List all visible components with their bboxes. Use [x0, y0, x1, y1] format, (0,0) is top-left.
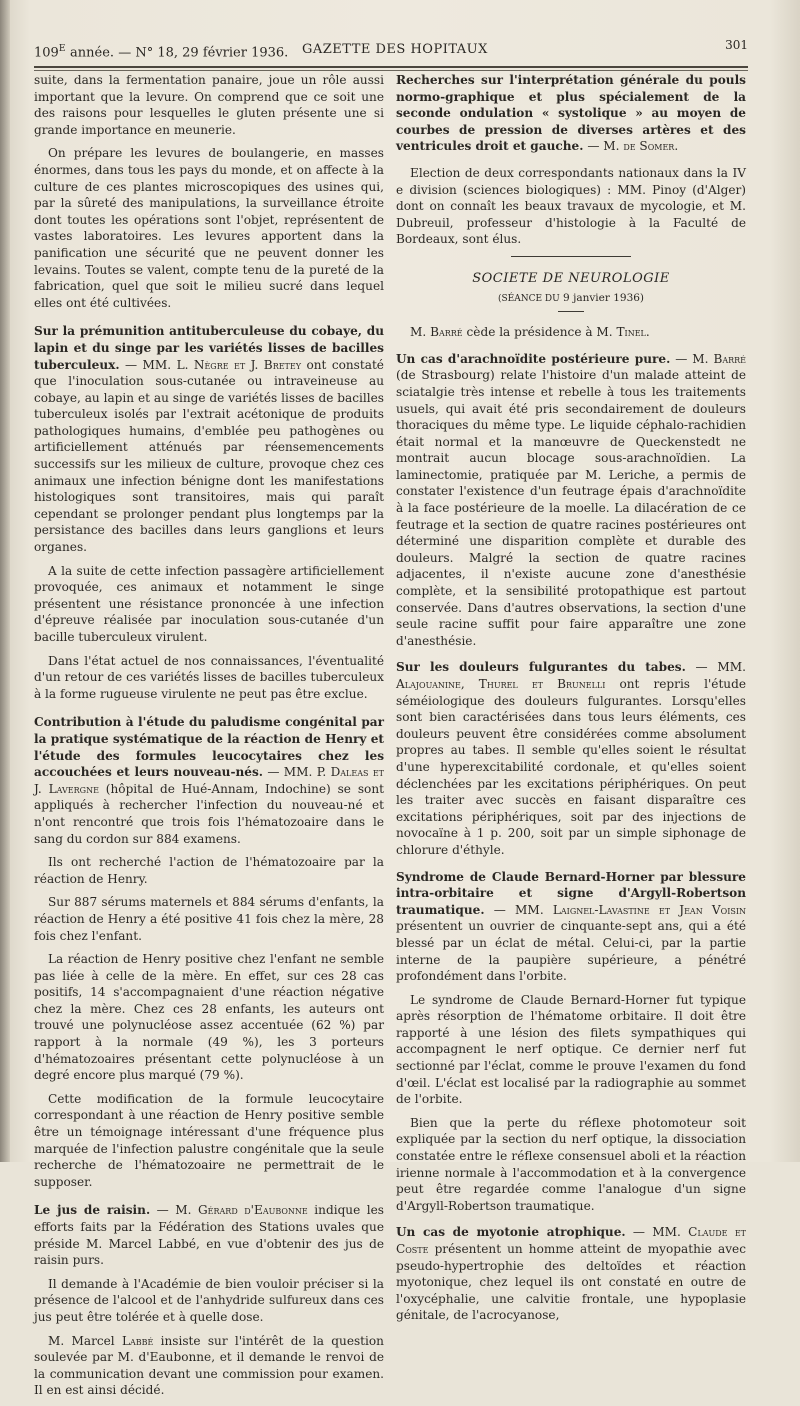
- article-title: Syndrome de Claude Bernard-Horner par blessure intra-orbitaire et signe d'Argyll-Robertson traumatique.: [396, 869, 746, 917]
- paragraph: Le syndrome de Claude Bernard-Horner fut typique après résorption de l'hématome orbitaire. Il doit être rapporté à une lésion des filets sympathiques qui accompagnent le nerf optique. Ce dernier nerf fut sectionné par l'éclat, comme le prouve l'examen du fond d'œil. L'éclat est localisé par la radiographie au sommet de l'orbite.: [396, 992, 746, 1107]
- page-binding-edge: [0, 0, 10, 1162]
- article-title: Contribution à l'étude du paludisme congénital par la pratique systématique de la réaction de Henry et l'étude des formules leucocytaires chez les accouchées et leurs nouveau-nés.: [34, 715, 384, 780]
- article-negre-bretey: [34, 323, 384, 555]
- text-fragment: insiste sur l'intérêt de la question soulevée par M. d'Eaubonne, et il demande le renvoi de la communication devant une commission pour examen. Il en est ainsi décidé.: [34, 1333, 384, 1398]
- article-authors: — M. de Somer.: [587, 139, 679, 154]
- article-authors: — MM. Claude et Coste: [396, 1225, 746, 1256]
- section-title: SOCIETE DE NEUROLOGIE: [472, 270, 670, 286]
- article-text: indique les efforts faits par la Fédération des Stations uvales que préside M. Marcel Labbé, en vue d'obtenir des jus de raisin purs.: [34, 1203, 384, 1268]
- article-authors: — MM. Laignel-Lavastine et Jean Voisin: [493, 902, 746, 917]
- article-text: (hôpital de Hué-Annam, Indochine) se sont appliqués à rechercher l'infection du nouveau-né et n'ont rencontré que trois fois l'hématozoaire dans le sang du cordon sur 884 examens.: [34, 781, 384, 846]
- article-title: Sur les douleurs fulgurantes du tabes.: [396, 660, 686, 675]
- paragraph: Bien que la perte du réflexe photomoteur soit expliquée par la section du nerf optique, la dissociation constatée entre le réflexe consensuel aboli et la réaction irienne normale à l'accommodation et à la convergence peut être regardée comme l'analogue d'un signe d'Argyll-Robertson traumatique.: [396, 1115, 746, 1213]
- article-title: Un cas de myotonie atrophique.: [396, 1225, 626, 1240]
- person-name: Barré: [430, 325, 463, 340]
- article-myotonie: [396, 1224, 746, 1324]
- section-date-value: 9 janvier 1936): [563, 291, 645, 304]
- article-de-somer: [396, 72, 746, 155]
- article-title: Un cas d'arachnoïdite postérieure pure.: [396, 351, 671, 366]
- left-column: [34, 72, 384, 1406]
- text-fragment: cède la présidence à M.: [466, 325, 613, 340]
- paragraph: Dans l'état actuel de nos connaissances, l'éventualité d'un retour de ces variétés lisses de bacilles tuberculeux à la forme rugueuse virulente ne peut pas être exclue.: [34, 653, 384, 701]
- paragraph: [34, 1333, 384, 1399]
- article-text: (de Strasbourg) relate l'histoire d'un malade atteint de sciatalgie très intense et rebelle à tous les traitements usuels, qui avait été pris secondairement de douleurs thoraciques du même type. Le liquide céphalo-rachidien était normal et la manœuvre de Queckenstedt ne montrait aucun blocage sous-arachnoïdien. La laminectomie, pratiquée par M. Leriche, a permis de constater l'existence d'un feutrage épais d'arachnoïdite à la face postérieure de la moelle. La dilacération de ce feutrage et la section de quatre racines postérieures ont déterminé une disparition complète et durable des douleurs. Malgré la section de quatre racines adjacentes, il n'existe aucune zone d'anesthésie complète, et la sensibilité protopathique est partout conservée. Dans d'autres observations, la section d'une seule racine suffit pour faire apparaître une zone d'anesthésie.: [396, 368, 746, 648]
- article-title: Recherches sur l'interprétation générale du pouls normo-graphique et plus spécialement de la seconde ondulation « systolique » au moyen de courbes de pression de diverses artères et des ventricules droit et gauche.: [396, 73, 746, 154]
- right-column: [396, 72, 746, 1331]
- issue-suffix: E: [58, 44, 66, 54]
- article-text: présentent un ouvrier de cinquante-sept ans, qui a été blessé par un éclat de métal. Celui-ci, par la partie interne de la paupière supérieure, a pénétré profondément dans l'orbite.: [396, 919, 746, 984]
- section-date-prefix: (SÉANCE DU: [497, 293, 560, 304]
- issue-volume: 109: [34, 45, 59, 61]
- article-text: présentent un homme atteint de myopathie avec pseudo-hypertrophie des deltoïdes et réaction myotonique, chez lequel ils ont constaté en outre de l'oxycéphalie, une calvitie frontale, une hypoplasie génitale, de l'acrocyanose,: [396, 1242, 746, 1323]
- article-text: ont repris l'étude séméiologique des douleurs fulgurantes. Lorsqu'elles sont bien caractérisées dans tous leurs éléments, ces douleurs peuvent être considérées comme absolument propres au tabes. Il semble qu'elles soient le résultat d'une hyperexcitabilité cordonale, et qu'elles soient déclenchées par les excitations périphériques. On peut les traiter avec succès en faisant disparaître ces excitations périphériques, soit par des injections de novocaïne à 1 p. 200, soit par un simple siphonage de chlorure d'éthyle.: [396, 677, 746, 857]
- article-title: Sur la prémunition antituberculeuse du cobaye, du lapin et du singe par les variétés lisses de bacilles tuberculeux.: [34, 324, 384, 372]
- journal-title: GAZETTE DES HOPITAUX: [302, 42, 488, 57]
- paragraph-election: Election de deux correspondants nationaux dans la IV e division (sciences biologiques) : MM. Pinoy (d'Alger) dont on connaît les beaux travaux de mycologie, et M. Dubreuil, professeur d'histologie à la Faculté de Bordeaux, sont élus.: [396, 165, 746, 247]
- article-bernard-horner: [396, 869, 746, 985]
- section-divider-short: [558, 311, 584, 312]
- page-header: [34, 38, 748, 64]
- text-fragment: M.: [410, 325, 427, 340]
- article-text: ont constaté que l'inoculation sous-cutanée ou intraveineuse au cobaye, au lapin et au singe de variétés lisses de bacilles tuberculeux isolés par l'extrait acétonique de produits pathologiques humains, d'emblée peu pathogènes ou artificiellement atténués par réensemencements successifs sur les milieux de culture, provoque chez ces animaux une infection bénigne dont les manifestations histologiques sont transitoires, mais qui paraît cependant se prolonger pendant plus longtemps par la persistance des bacilles dans leurs ganglions et leurs organes.: [34, 357, 384, 555]
- article-authors: — MM. P. Daleas et J. Lavergne: [34, 765, 384, 796]
- paragraph: suite, dans la fermentation panaire, joue un rôle aussi important que la levure. On comprend que ce soit une des raisons pour lesquelles le gluten présente une si grande importance en meunerie.: [34, 73, 384, 137]
- paragraph: Ils ont recherché l'action de l'hématozoaire par la réaction de Henry.: [34, 855, 384, 886]
- text-fragment: M. Marcel: [48, 1333, 115, 1348]
- issue-date: année. — N° 18, 29 février 1936.: [70, 45, 289, 61]
- header-rule: [34, 66, 748, 68]
- person-name: Tinel.: [616, 325, 650, 340]
- paragraph: On prépare les levures de boulangerie, en masses énormes, dans tous les pays du monde, et on affecte à la culture de ces plantes microscopiques des usines qui, par la sûreté des manipulations, la surveillance étroite dont toutes les opérations sont l'objet, représentent de vastes laboratoires. Les levures apportent dans la panification une sécurité que ne peuvent donner les levains. Toutes se valent, compte tenu de la pureté de la fabrication, quel que soit le milieu sucré dans lequel elles ont été cultivées.: [34, 146, 384, 310]
- issue-info: [34, 44, 288, 60]
- section-divider: [511, 256, 631, 257]
- article-authors: — M. Barré: [675, 351, 746, 366]
- article-authors: — MM. L. Nègre et J. Bretey: [125, 357, 302, 372]
- paragraph: A la suite de cette infection passagère artificiellement provoquée, ces animaux et notamment le singe présentent une résistance prononcée à une infection d'épreuve réalisée par inoculation sous-cutanée d'un bacille tuberculeux virulent.: [34, 563, 384, 644]
- paragraph: Cette modification de la formule leucocytaire correspondant à une réaction de Henry positive semble être un témoignage intéressant d'une fréquence plus marquée de l'infection palustre congénitale que la seule recherche de l'hématozoaire ne permettrait de le supposer.: [34, 1091, 384, 1189]
- page-number: 301: [725, 38, 748, 52]
- article-arachnoidite: [396, 351, 746, 650]
- article-title: Le jus de raisin.: [34, 1203, 151, 1218]
- section-date: [396, 290, 746, 308]
- paragraph: Il demande à l'Académie de bien vouloir préciser si la présence de l'alcool et de l'anhydride sulfureux dans ces jus peut être tolérée et à quelle dose.: [34, 1276, 384, 1324]
- paragraph: Sur 887 sérums maternels et 884 sérums d'enfants, la réaction de Henry a été positive 41 fois chez la mère, 28 fois chez l'enfant.: [34, 895, 384, 943]
- article-authors: — MM. Alajouanine, Thurel et Brunelli: [396, 660, 746, 691]
- paragraph: La réaction de Henry positive chez l'enfant ne semble pas liée à celle de la mère. En effet, sur ces 28 cas positifs, 14 s'accompagnaient d'une réaction négative chez la mère. Chez ces 28 enfants, les auteurs ont trouvé une polynucléose assez accentuée (62 %) par rapport à la normale (49 %), les 3 porteurs d'hématozoaires présentant cette polynucléose à un degré encore plus marqué (79 %).: [34, 952, 384, 1083]
- article-tabes: [396, 659, 746, 858]
- paragraph: [396, 324, 746, 341]
- person-name: Labbé: [121, 1333, 154, 1348]
- article-authors: — M. Gérard d'Eaubonne: [156, 1203, 308, 1218]
- header-rule-thin: [34, 70, 748, 71]
- article-jus-de-raisin: [34, 1202, 384, 1268]
- article-daleas-lavergne: [34, 714, 384, 847]
